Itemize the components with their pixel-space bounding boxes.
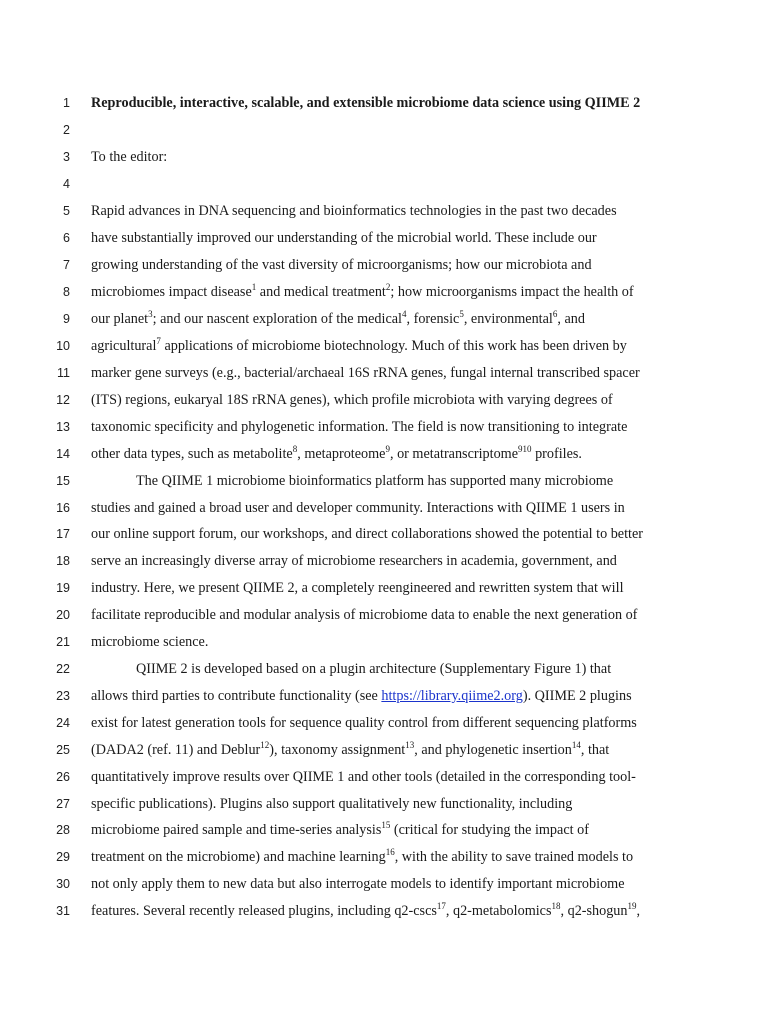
manuscript-line — [0, 174, 770, 194]
manuscript-line — [0, 228, 770, 248]
line-number: 13 — [56, 420, 70, 434]
manuscript-line — [0, 632, 770, 652]
line-number: 6 — [63, 231, 70, 245]
body-text: have substantially improved our understanding of the microbial world. These include our — [91, 230, 597, 246]
line-number: 14 — [56, 447, 70, 461]
body-text: facilitate reproducible and modular analysis of microbiome data to enable the next generation of — [91, 607, 638, 623]
line-number: 3 — [63, 150, 70, 164]
manuscript-line — [0, 390, 770, 410]
line-number: 22 — [56, 662, 70, 676]
citation-superscript: 7 — [156, 336, 161, 346]
citation-superscript: 19 — [627, 901, 637, 911]
manuscript-line — [0, 336, 770, 356]
manuscript-line — [0, 417, 770, 437]
manuscript-line — [0, 120, 770, 140]
manuscript-line — [0, 686, 770, 706]
body-text: exist for latest generation tools for sequence quality control from different sequencing platforms — [91, 715, 637, 731]
manuscript-line — [0, 93, 770, 113]
manuscript-line — [0, 767, 770, 787]
line-number: 8 — [63, 285, 70, 299]
body-text: treatment on the microbiome) and machine learning$^{16}$, with the ability to save trained models to — [91, 847, 634, 865]
line-number: 29 — [56, 850, 70, 864]
salutation: To the editor: — [91, 149, 168, 165]
line-number: 21 — [56, 635, 70, 649]
manuscript-line — [0, 713, 770, 733]
line-number: 5 — [63, 204, 70, 218]
line-number: 31 — [56, 904, 70, 918]
line-number: 26 — [56, 770, 70, 784]
manuscript-line — [0, 551, 770, 571]
line-number: 23 — [56, 689, 70, 703]
line-number: 4 — [63, 177, 70, 191]
citation-superscript: 6 — [552, 309, 558, 319]
line-number: 24 — [56, 716, 70, 730]
body-text: industry. Here, we present QIIME 2, a completely reengineered and rewritten system that will — [91, 580, 624, 596]
citation-superscript: 14 — [571, 740, 581, 750]
body-text: The QIIME 1 microbiome bioinformatics platform has supported many microbiome — [136, 473, 614, 489]
citation-superscript: 13 — [405, 740, 415, 750]
body-text: growing understanding of the vast diversity of microorganisms; how our microbiota and — [91, 257, 592, 273]
line-number: 7 — [63, 258, 70, 272]
body-text: microbiome science. — [91, 634, 209, 650]
body-text: other data types, such as metabolite$^8$, metaproteome$^9$, or metatranscriptome$^{910}$ profiles. — [91, 444, 582, 462]
body-text: our planet$^3$; and our nascent exploration of the medical$^4$, forensic$^5$, environmental$^6$, and — [91, 309, 585, 327]
line-number: 16 — [56, 501, 70, 515]
body-text: QIIME 2 is developed based on a plugin architecture (Supplementary Figure 1) that — [136, 661, 612, 677]
manuscript-line — [0, 444, 770, 464]
body-text: serve an increasingly diverse array of microbiome researchers in academia, government, and — [91, 553, 617, 569]
manuscript-line — [0, 363, 770, 383]
line-number: 9 — [63, 312, 70, 326]
body-text: specific publications). Plugins also support qualitatively new functionality, including — [91, 796, 573, 812]
body-text: studies and gained a broad user and developer community. Interactions with QIIME 1 users in — [91, 500, 625, 516]
body-text: quantitatively improve results over QIIME 1 and other tools (detailed in the corresponding tool- — [91, 769, 636, 785]
manuscript-line — [0, 605, 770, 625]
manuscript-line — [0, 874, 770, 894]
manuscript-line — [0, 740, 770, 760]
manuscript-line — [0, 282, 770, 302]
line-number: 1 — [63, 96, 70, 110]
manuscript-line — [0, 820, 770, 840]
line-number: 30 — [56, 877, 70, 891]
body-text: allows third parties to contribute functionality (see https://library.qiime2.org). QIIME 2 plugins — [91, 688, 632, 704]
citation-superscript: 910 — [518, 444, 532, 454]
body-text: (DADA2 (ref. 11) and Deblur$^{12}$), taxonomy assignment$^{13}$, and phylogenetic insertion$^{14}$, that — [91, 740, 610, 758]
citation-superscript: 3 — [148, 309, 153, 319]
article-title: Reproducible, interactive, scalable, and extensible microbiome data science using QIIME 2 — [91, 95, 641, 111]
citation-superscript: 15 — [381, 820, 391, 830]
manuscript-line — [0, 255, 770, 275]
manuscript-line — [0, 309, 770, 329]
line-number: 19 — [56, 581, 70, 595]
line-number: 12 — [56, 393, 70, 407]
manuscript-line — [0, 201, 770, 221]
citation-superscript: 2 — [385, 282, 391, 292]
body-text: Rapid advances in DNA sequencing and bioinformatics technologies in the past two decades — [91, 203, 617, 219]
line-number: 20 — [56, 608, 70, 622]
library-link[interactable]: https://library.qiime2.org — [381, 688, 523, 704]
line-number: 15 — [56, 474, 70, 488]
line-number: 11 — [57, 366, 70, 380]
line-number: 27 — [56, 797, 70, 811]
manuscript-line — [0, 794, 770, 814]
body-text: marker gene surveys (e.g., bacterial/archaeal 16S rRNA genes, fungal internal transcribed spacer — [91, 365, 640, 381]
manuscript-line — [0, 524, 770, 544]
manuscript-line — [0, 471, 770, 491]
citation-superscript: 12 — [260, 740, 270, 750]
citation-superscript: 18 — [551, 901, 561, 911]
citation-superscript: 4 — [402, 309, 407, 319]
manuscript-line — [0, 498, 770, 518]
body-text: taxonomic specificity and phylogenetic information. The field is now transitioning to integrate — [91, 419, 628, 435]
manuscript-line — [0, 901, 770, 921]
line-number: 25 — [56, 743, 70, 757]
citation-superscript: 16 — [385, 847, 395, 857]
manuscript-line — [0, 847, 770, 867]
body-text: features. Several recently released plugins, including q2-cscs$^{17}$, q2-metabolomics$^{18}$, q2-shogun$^{19}$, — [91, 901, 641, 919]
body-text: microbiomes impact disease$^1$ and medical treatment$^2$; how microorganisms impact the health of — [91, 282, 634, 300]
line-number: 18 — [56, 554, 70, 568]
body-text: microbiome paired sample and time-series analysis$^{15}$ (critical for studying the impact of — [91, 820, 589, 838]
line-number: 28 — [56, 823, 70, 837]
citation-superscript: 8 — [292, 444, 298, 454]
manuscript-line — [0, 578, 770, 598]
manuscript-line — [0, 659, 770, 679]
line-number: 10 — [56, 339, 70, 353]
manuscript-line — [0, 147, 770, 167]
body-text: not only apply them to new data but also interrogate models to identify important microbiome — [91, 876, 625, 892]
line-number: 2 — [63, 123, 70, 137]
body-text: agricultural$^7$ applications of microbiome biotechnology. Much of this work has been driven by — [91, 336, 627, 354]
citation-superscript: 1 — [251, 282, 257, 292]
body-text: (ITS) regions, eukaryal 18S rRNA genes), which profile microbiota with varying degrees of — [91, 392, 613, 408]
citation-superscript: 9 — [385, 444, 390, 454]
citation-superscript: 17 — [436, 901, 446, 911]
citation-superscript: 5 — [459, 309, 464, 319]
body-text: our online support forum, our workshops, and direct collaborations showed the potential to better — [91, 526, 644, 542]
line-number: 17 — [56, 527, 70, 541]
